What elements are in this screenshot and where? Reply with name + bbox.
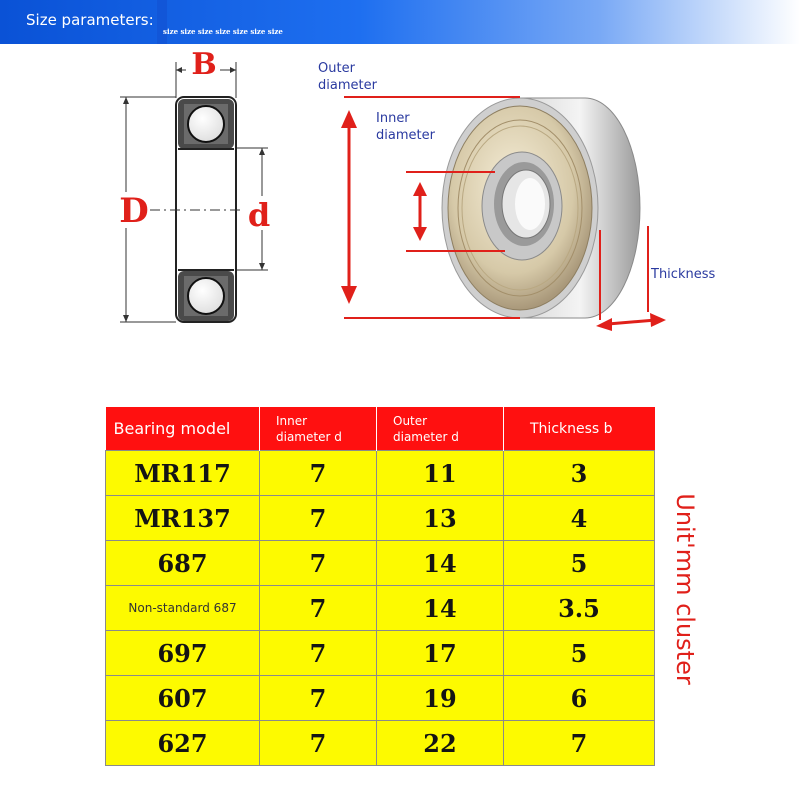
table-row [106, 586, 655, 631]
cell-inner: 7 [260, 496, 377, 541]
label-b: B [191, 47, 217, 82]
spec-table [105, 407, 655, 766]
cell-thickness: 6 [504, 676, 655, 721]
bearing-photo [442, 98, 640, 318]
inner-diameter-label-line1: Inner [376, 111, 410, 126]
cell-outer: 14 [377, 541, 504, 586]
cell-model: 627 [106, 721, 260, 766]
cell-model: Non-standard 687 [106, 586, 260, 631]
cell-outer: 11 [377, 451, 504, 496]
cell-thickness: 5 [504, 541, 655, 586]
cell-outer: 17 [377, 631, 504, 676]
cell-model: 607 [106, 676, 260, 721]
header-banner [0, 0, 800, 44]
cell-model: MR137 [106, 496, 260, 541]
table-row [106, 496, 655, 541]
cross-section-drawing [112, 47, 276, 322]
outer-diameter-label-line1: Outer [318, 61, 355, 76]
table-row [106, 721, 655, 766]
cell-inner: 7 [260, 541, 377, 586]
cell-outer: 13 [377, 496, 504, 541]
header-inner-diameter: Inner diameter d [260, 407, 377, 451]
cell-inner: 7 [260, 721, 377, 766]
cell-outer: 14 [377, 586, 504, 631]
thickness-label: Thickness [651, 267, 716, 282]
table-row [106, 451, 655, 496]
label-big-d: D [119, 191, 149, 231]
header-subtitle: size size size size size size size [163, 27, 283, 36]
cell-model: MR117 [106, 451, 260, 496]
cell-thickness: 4 [504, 496, 655, 541]
cell-inner: 7 [260, 451, 377, 496]
label-small-d: d [247, 196, 271, 234]
header-tab-marker [157, 0, 167, 44]
unit-note-text: Unit'mm cluster [671, 493, 699, 685]
cell-model: 697 [106, 631, 260, 676]
bearing-diagram [0, 44, 800, 374]
cell-thickness: 5 [504, 631, 655, 676]
header-outer-diameter: Outer diameter d [377, 407, 504, 451]
cell-outer: 19 [377, 676, 504, 721]
table-row [106, 676, 655, 721]
cell-model: 687 [106, 541, 260, 586]
inner-diameter-label-line2: diameter [376, 128, 435, 143]
cell-inner: 7 [260, 631, 377, 676]
cell-outer: 22 [377, 721, 504, 766]
cell-thickness: 3 [504, 451, 655, 496]
cell-inner: 7 [260, 586, 377, 631]
table-row [106, 541, 655, 586]
header-bearing-model: Bearing model [106, 407, 260, 451]
table-row [106, 631, 655, 676]
cell-thickness: 7 [504, 721, 655, 766]
outer-diameter-label-line2: diameter [318, 78, 377, 93]
table-header-row [106, 407, 655, 451]
header-title: Size parameters: [26, 11, 154, 29]
cell-thickness: 3.5 [504, 586, 655, 631]
cell-inner: 7 [260, 676, 377, 721]
header-thickness: Thickness b [504, 407, 655, 451]
